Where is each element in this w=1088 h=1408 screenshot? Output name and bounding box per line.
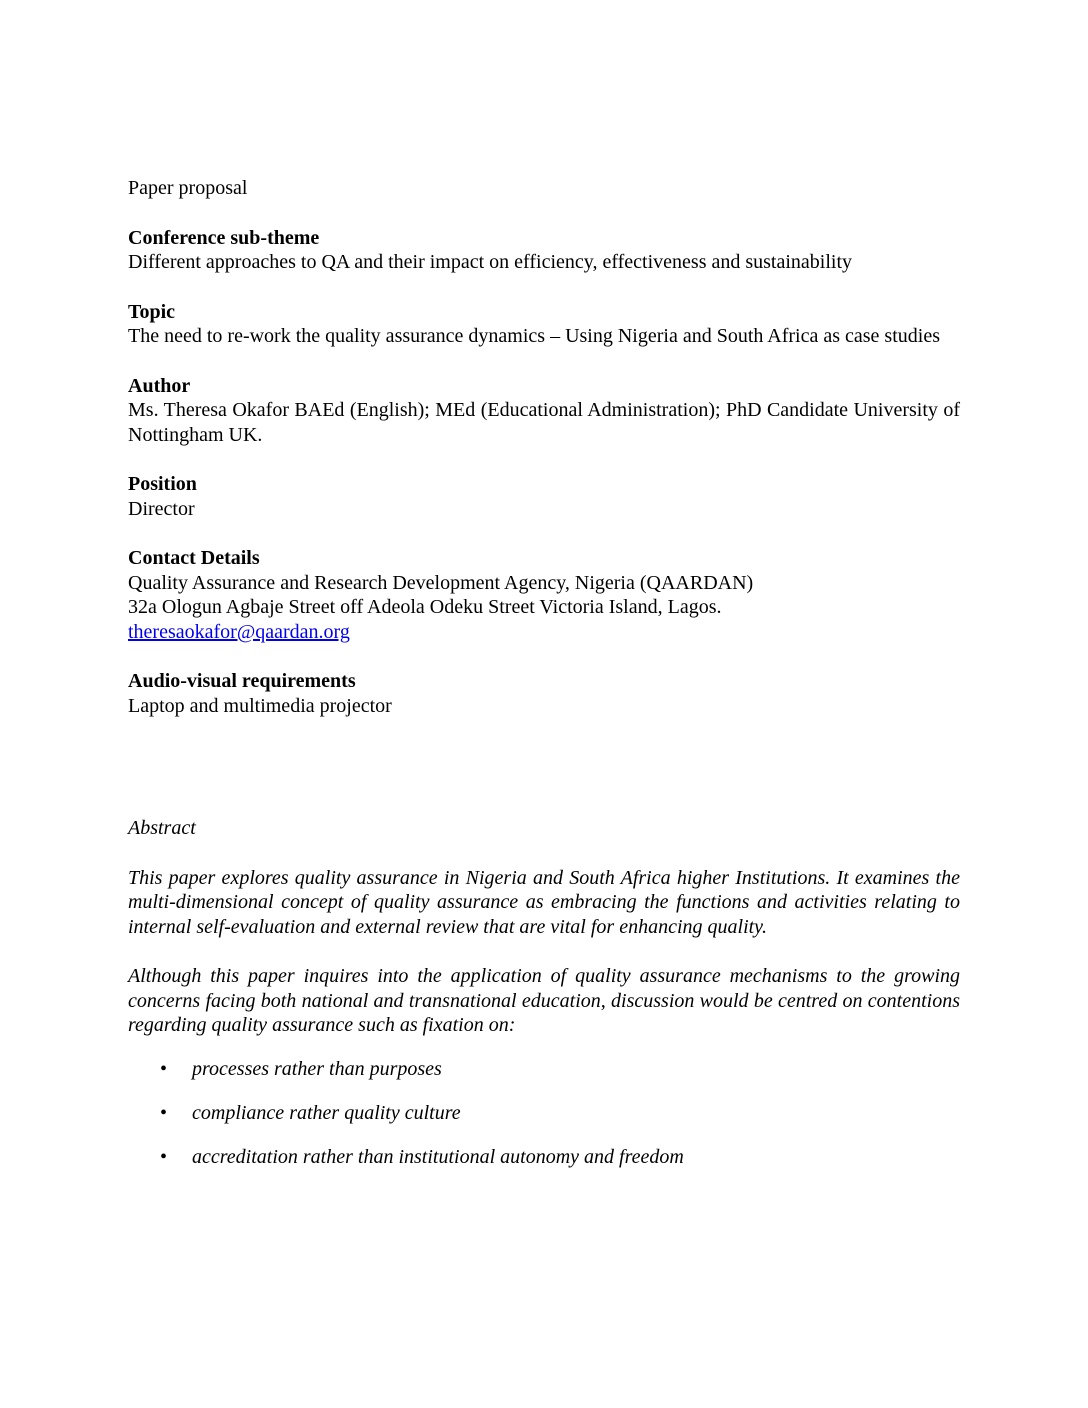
section-heading: Topic bbox=[128, 300, 176, 323]
section-heading: Audio-visual requirements bbox=[128, 670, 356, 692]
section-position bbox=[128, 472, 960, 521]
section-body: Director bbox=[128, 497, 195, 520]
section-av bbox=[128, 669, 960, 718]
bullet-icon: • bbox=[160, 1145, 168, 1168]
email-link[interactable]: theresaokafor@qaardan.org bbox=[128, 620, 350, 643]
abstract-paragraph: Although this paper inquires into the application of quality assurance mechanisms to the growing concerns facing both national and transnational education, discussion would be centred on contentions regarding quality assurance such as fixation on: bbox=[128, 965, 960, 1036]
contact-org: Quality Assurance and Research Development Agency, Nigeria (QAARDAN) bbox=[128, 571, 754, 594]
abstract-block bbox=[128, 816, 960, 1169]
contact-email-line bbox=[128, 620, 960, 645]
section-contact bbox=[128, 546, 960, 644]
section-heading: Conference sub-theme bbox=[128, 226, 320, 249]
section-body: Different approaches to QA and their impact on efficiency, effectiveness and sustainability bbox=[128, 251, 853, 273]
section-subtheme bbox=[128, 226, 960, 275]
section-topic bbox=[128, 300, 960, 349]
section-heading: Author bbox=[128, 374, 191, 397]
section-body: The need to re-work the quality assurance dynamics – Using Nigeria and South Africa as case studies bbox=[128, 325, 940, 347]
bullet-icon: • bbox=[160, 1057, 168, 1080]
list-item bbox=[128, 1145, 960, 1170]
doc-label: Paper proposal bbox=[128, 177, 248, 199]
list-item bbox=[128, 1101, 960, 1126]
section-body: Laptop and multimedia projector bbox=[128, 694, 392, 717]
abstract-label: Abstract bbox=[128, 817, 196, 839]
list-item-text: processes rather than purposes bbox=[192, 1057, 442, 1080]
section-heading: Position bbox=[128, 473, 197, 495]
abstract-bullet-list bbox=[128, 1057, 960, 1170]
list-item-text: accreditation rather than institutional autonomy and freedom bbox=[192, 1145, 684, 1168]
list-item bbox=[128, 1057, 960, 1082]
section-body: Ms. Theresa Okafor BAEd (English); MEd (Educational Administration); PhD Candidate University of Nottingham UK. bbox=[128, 399, 960, 446]
section-author bbox=[128, 374, 960, 448]
contact-address: 32a Ologun Agbaje Street off Adeola Odeku Street Victoria Island, Lagos. bbox=[128, 596, 722, 618]
document-page bbox=[128, 176, 960, 1189]
abstract-paragraph: This paper explores quality assurance in Nigeria and South Africa higher Institutions. It examines the multi-dimensional concept of quality assurance as embracing the functions and activities relating to internal self-evaluation and external review that are vital for enhancing quality. bbox=[128, 866, 960, 938]
bullet-icon: • bbox=[160, 1101, 168, 1124]
list-item-text: compliance rather quality culture bbox=[192, 1101, 461, 1124]
section-heading: Contact Details bbox=[128, 547, 260, 569]
